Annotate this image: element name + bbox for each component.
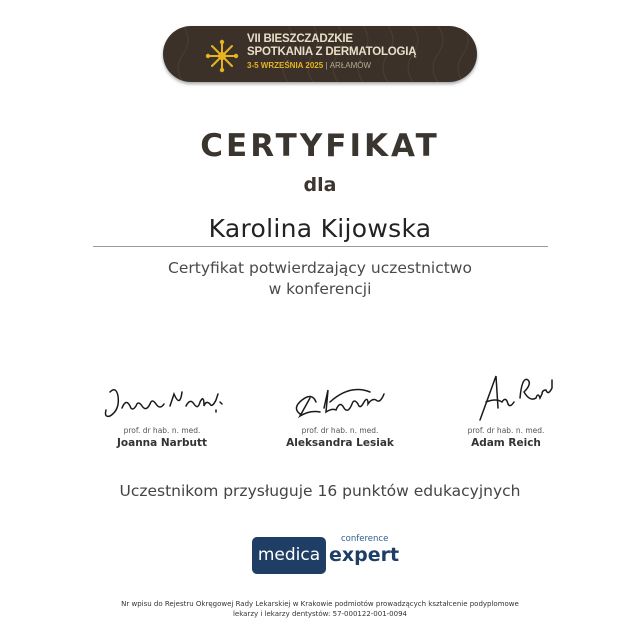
snowflake-logo-icon bbox=[205, 39, 239, 73]
recipient-name: Karolina Kijowska bbox=[208, 214, 432, 243]
medica-expert-logo bbox=[251, 533, 401, 575]
banner-dates: 3-5 WRZEŚNIA 2025 bbox=[247, 61, 324, 70]
signatory-name: Adam Reich bbox=[471, 437, 541, 449]
signature-block-reich bbox=[426, 370, 586, 449]
banner-dates-line bbox=[247, 59, 416, 73]
registry-footer bbox=[60, 600, 580, 619]
signatory-title: prof. dr hab. n. med. bbox=[301, 426, 379, 435]
signature-block-narbutt bbox=[82, 370, 242, 449]
handwritten-signature-narbutt bbox=[92, 370, 232, 422]
signatory-name: Joanna Narbutt bbox=[117, 437, 207, 449]
logo-expert-text: expert bbox=[329, 544, 400, 566]
logo-conference-text: conference bbox=[341, 534, 389, 544]
logo-medica-box: medica bbox=[252, 537, 326, 574]
footer-line-2: lekarzy i lekarzy dentystów: 57-000122-001-0094 bbox=[232, 609, 407, 618]
certificate-title: CERTYFIKAT bbox=[200, 128, 440, 164]
banner-line-2: SPOTKANIA Z DERMATOLOGIĄ bbox=[247, 46, 417, 58]
banner-separator: | bbox=[325, 61, 328, 70]
footer-line-1: Nr wpisu do Rejestru Okręgowej Rady Lekarskiej w Krakowie podmiotów prowadzących kształcenie podyplomowe bbox=[121, 600, 519, 608]
signature-block-lesiak bbox=[260, 370, 420, 449]
name-underline bbox=[93, 246, 548, 247]
certificate-description bbox=[0, 258, 640, 300]
banner-place: ARŁAMÓW bbox=[329, 61, 372, 70]
signatory-name: Aleksandra Lesiak bbox=[286, 437, 394, 449]
banner-line-1: VII BIESZCZADZKIE bbox=[247, 33, 353, 45]
signatory-title: prof. dr hab. n. med. bbox=[123, 426, 201, 435]
description-line-2: w konferencji bbox=[268, 280, 372, 298]
handwritten-signature-reich bbox=[436, 370, 576, 422]
description-line-1: Certyfikat potwierdzający uczestnictwo bbox=[168, 259, 472, 277]
conference-banner bbox=[163, 26, 477, 82]
education-points-note: Uczestnikom przysługuje 16 punktów edukacyjnych bbox=[119, 482, 521, 500]
signatory-title: prof. dr hab. n. med. bbox=[467, 426, 545, 435]
handwritten-signature-lesiak bbox=[270, 370, 410, 422]
certificate-for-label: dla bbox=[303, 174, 337, 196]
